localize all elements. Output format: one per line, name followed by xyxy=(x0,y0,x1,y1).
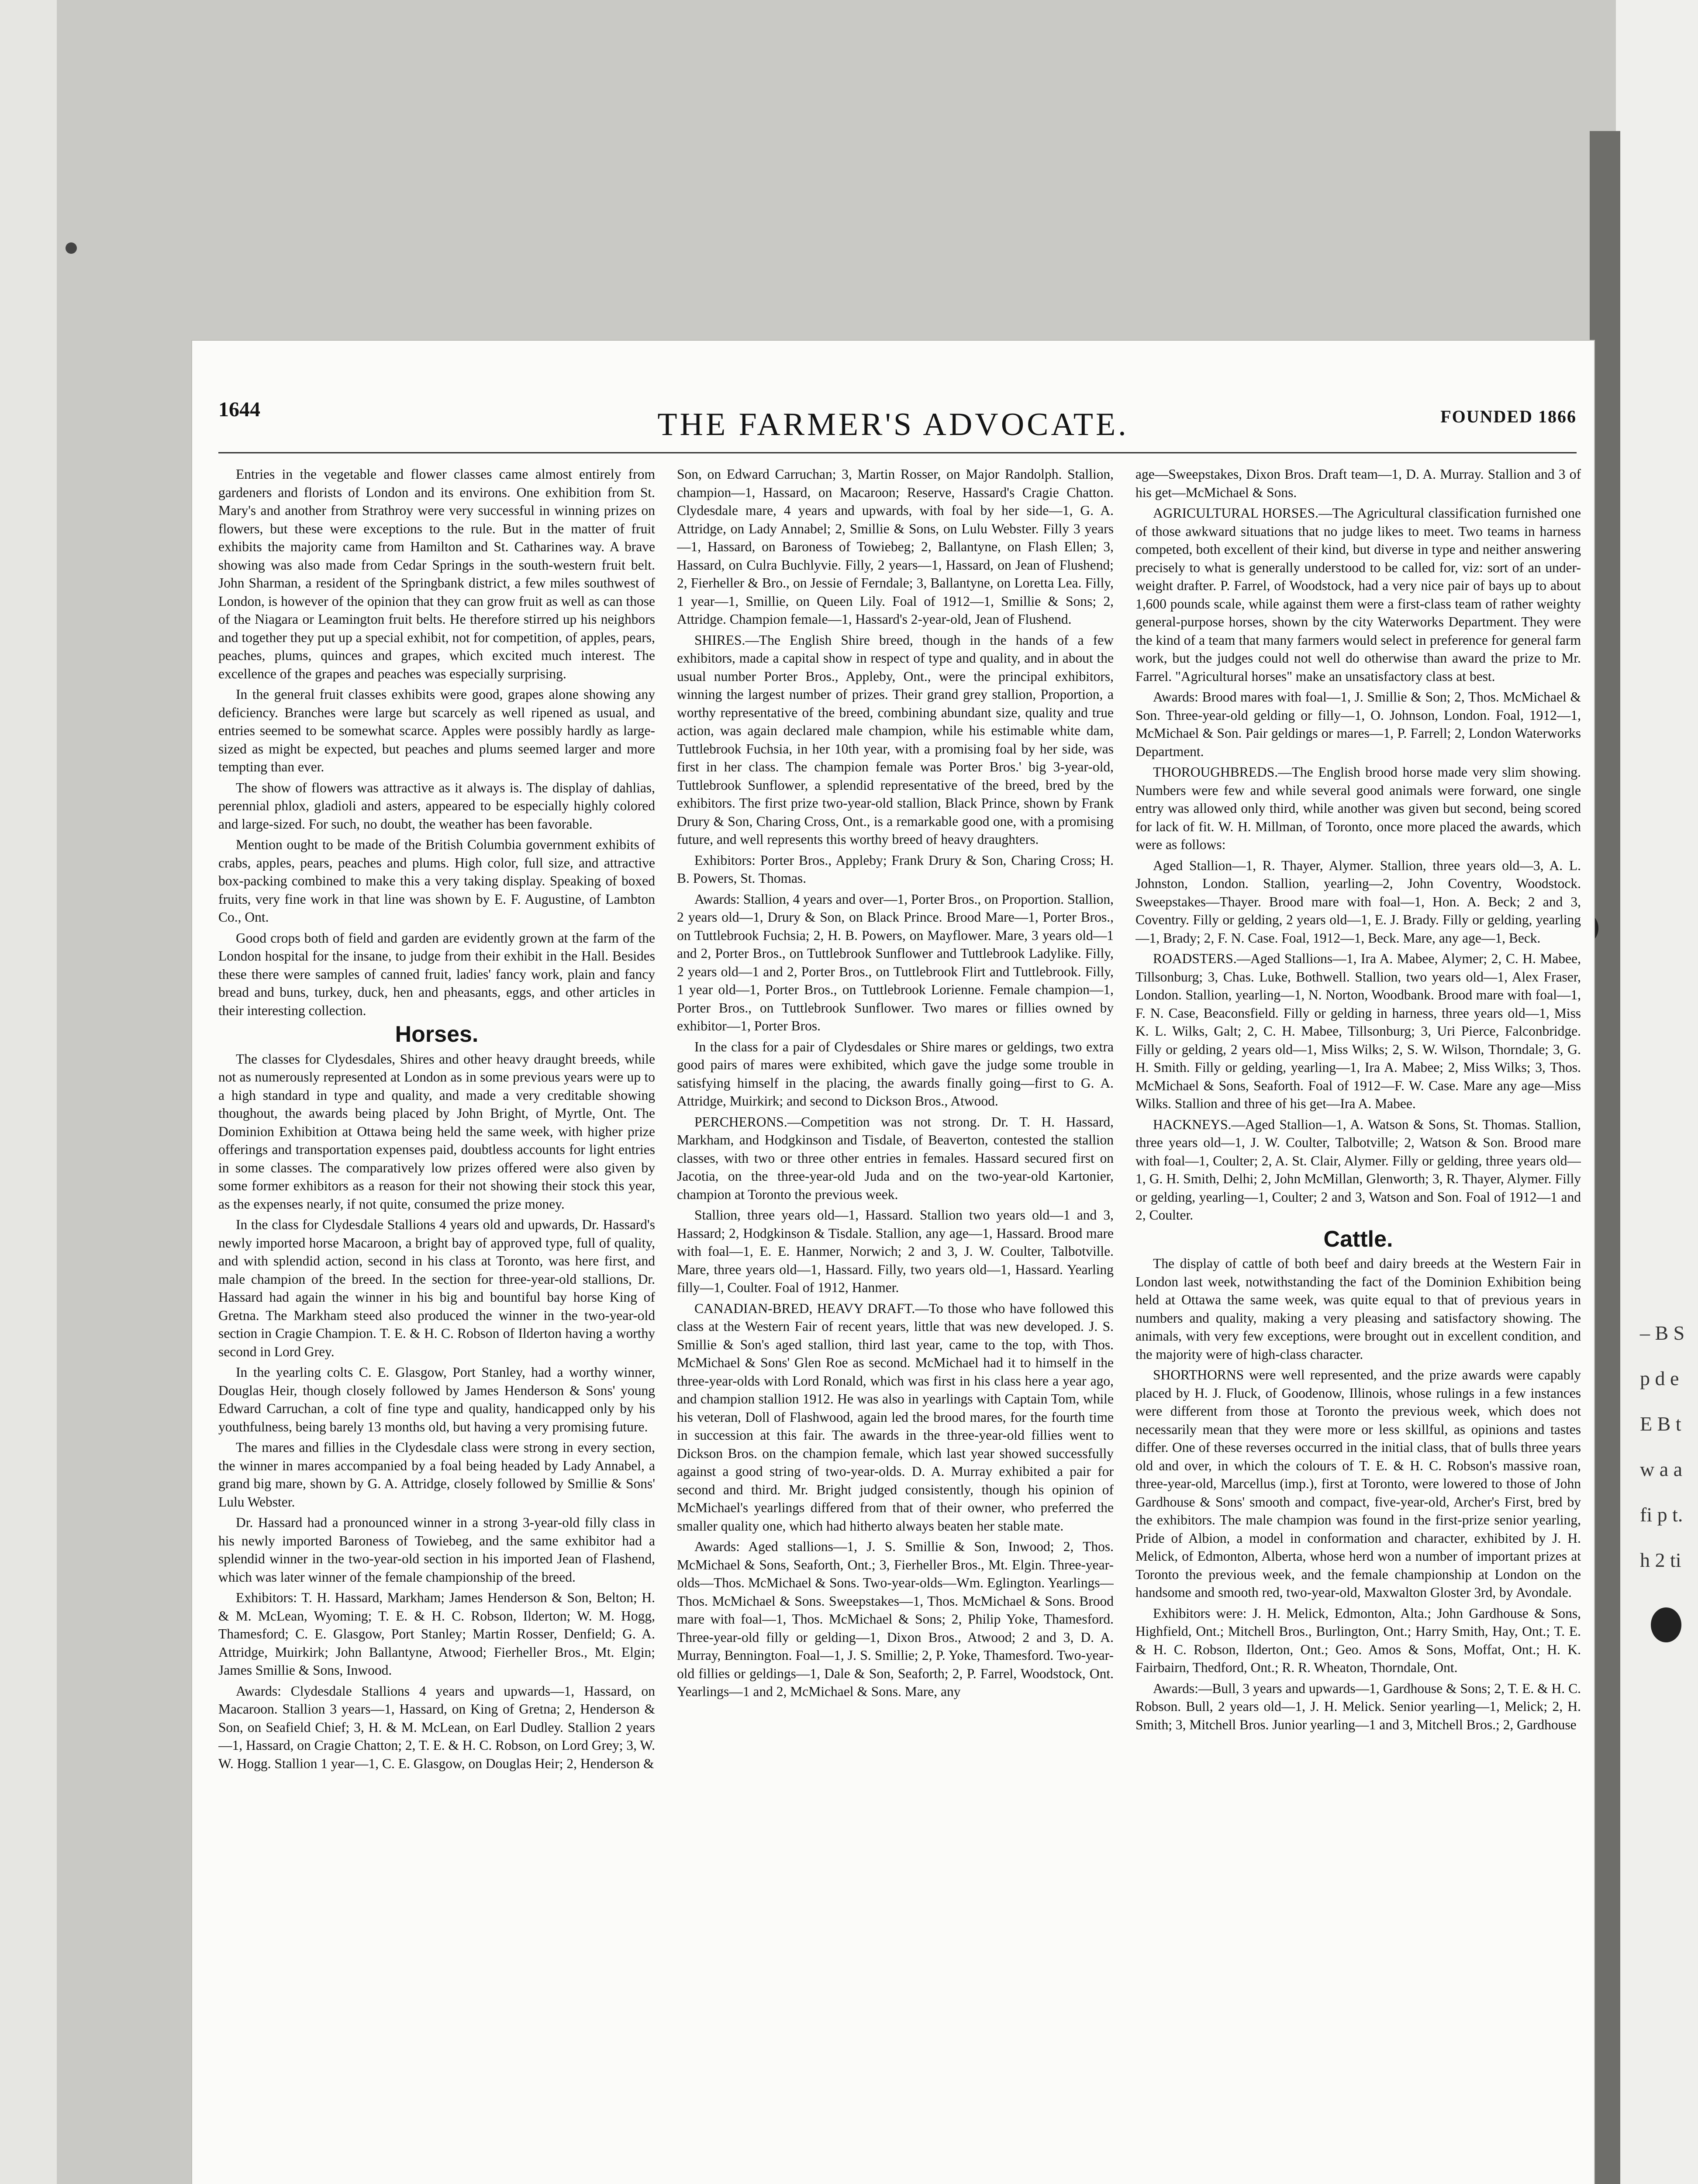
article-paragraph: Entries in the vegetable and flower classes came almost entirely from gardeners and florists of London and its environs. One exhibition from St. Mary's and another from Strathroy were very successful in winning prizes on flowers, but these were exceptions to the rule. But in the matter of fruit exhibits the majority came from Hamilton and St. Catharines way. A brave showing was also made from Cedar Springs in the south-western fruit belt. John Sharman, a resident of the Springbank district, a few miles southwest of London, is however of the opinion that they can grow fruit as well as can those of the Niagara or Leamington fruit belts. He therefore stirred up his neighbors and together they put up a special exhibit, not for competition, of apples, pears, peaches, plums, quinces and grapes, which excited much interest. The excellence of the grapes and peaches was especially surprising. xyxy=(218,467,655,681)
article-paragraph: Aged Stallion—1, R. Thayer, Alymer. Stallion, three years old—3, A. L. Johnston, London. Stallion, yearling—2, John Coventry, Woodstock. Sweepstakes—Thayer. Brood mare with foal—1, Hon. A. Beck; 2 and 3, Coventry. Filly or gelding, 2 years old—1, E. J. Brady. Filly or gelding, yearling—1, Brady; 2, F. N. Case. Foal, 1912—1, Beck. Mare, any age—1, Beck. xyxy=(1135,857,1581,946)
article-paragraph: The mares and fillies in the Clydesdale class were strong in every section, the winner in mares accompanied by a foal being headed by Lady Annabel, a grand big mare, shown by G. A. Attridge, closely followed by Smillie & Sons' Lulu Webster. xyxy=(218,1440,655,1510)
article-paragraph: Exhibitors were: J. H. Melick, Edmonton, Alta.; John Gardhouse & Sons, Highfield, Ont.; Mitchell Bros., Burlington, Ont.; Harry Smith, Hay, Ont.; T. E. & H. C. Robson, Ilderton, Ont.; Geo. Amos & Sons, Moffat, Ont.; H. K. Fairbairn, Thedford, Ont.; R. R. Wheaton, Thorndale, Ont. xyxy=(1135,1605,1581,1675)
article-paragraph: SHORTHORNS were well represented, and the prize awards were capably placed by H. J. Fluck, of Goodenow, Illinois, whose rulings in a few instances were different from those at Toronto the previous week, which does not necessarily mean that they were more or less skillful, as opinions and tastes differ. One of these reverses occurred in the initial class, that of bulls three years old and over, in which the colours of T. E. & H. C. Robson's massive roan, three-year-old, Marcellus (imp.), first at Toronto, were lowered to those of John Gardhouse & Sons' smooth and compact, five-year-old, Archer's First, bred by the exhibitors. The male champion was found in the first-prize senior yearling, Pride of Albion, a model in conformation and character, exhibited by J. H. Melick, of Edmonton, Alberta, whose herd won a number of important prizes at Toronto the previous week, and the female championship at London on the handsome and smooth red, two-year-old, Maxwalton Gloster 3rd, by Avondale. xyxy=(1135,1367,1581,1600)
article-paragraph: CANADIAN-BRED, HEAVY DRAFT.—To those who have followed this class at the Western Fair of recent years, little that was new developed. J. S. Smillie & Son's aged stallion, third last year, came to the top, with Thos. McMichael & Sons' Glen Roe as second. McMichael had it to himself in the three-year-olds with Lord Ronald, which was first in his class here a year ago, and champion stallion 1912. He was also in yearlings with Captain Tom, while his veteran, Doll of Flashwood, again led the brood mares, for the fourth time in succession at this fair. The awards in the three-year-old fillies went to Dickson Bros. on the champion female, which last year showed successfully against a good string of two-year-olds. D. A. Murray exhibited a pair for second and third. Mr. Bright judged consistently, though his opinion of McMichael's yearlings differed from that of their owner, who preferred the smaller quality one, which had hitherto always beaten her stable mate. xyxy=(677,1300,1114,1534)
article-paragraph: Son, on Edward Carruchan; 3, Martin Rosser, on Major Randolph. Stallion, champion—1, Hassard, on Macaroon; Reserve, Hassard's Cragie Chatton. Clydesdale mare, 4 years and upwards, with foal by her side—1, G. A. Attridge, on Lady Annabel; 2, Smillie & Sons, on Lulu Webster. Filly 3 years—1, Hassard, on Baroness of Towiebeg; 2, Ballantyne, on Flash Ellen; 3, Hassard, on Culra Buchlyvie. Filly, 2 years—1, Hassard, on Jean of Flushend; 2, Fierheller & Bro., on Jessie of Ferndale; 3, Ballantyne, on Loretta Lea. Filly, 1 year—1, Smillie, on Queen Lily. Foal of 1912—1, Smillie & Sons; 2, Attridge. Champion female—1, Hassard's 2-year-old, Jean of Flushend. xyxy=(677,467,1114,627)
article-paragraph: The classes for Clydesdales, Shires and other heavy draught breeds, while not as numerously represented at London as in some previous years were up to a high standard in type and quality, and made a very creditable showing thoughout, the awards being placed by John Bright, of Myrtle, Ont. The Dominion Exhibition at Ottawa being held the same week, with higher prize offerings and transportation expenses paid, doubtless accounts for light entries in some classes. The comparatively low prizes offered were also given by some former exhibitors as a reason for their not showing their stock this year, as the expenses nearly, if not quite, consumed the prize money. xyxy=(218,1051,655,1212)
section-heading: Horses. xyxy=(395,1022,479,1047)
article-paragraph: Good crops both of field and garden are evidently grown at the farm of the London hospital for the insane, to judge from their exhibit in the Hall. Besides these there were samples of canned fruit, ladies' fancy work, plain and fancy bread and buns, turkey, duck, hen and pheasants, eggs, and other articles in their interesting collection. xyxy=(218,930,655,1018)
article-paragraph: In the yearling colts C. E. Glasgow, Port Stanley, had a worthy winner, Douglas Heir, though closely followed by James Henderson & Sons' young Edward Carruchan, a colt of fine type and quality, handicapped only by his youthfulness, being barely 13 months old, but having a very promising future. xyxy=(218,1365,655,1434)
newspaper-page xyxy=(192,341,1594,2184)
article-paragraph: The show of flowers was attractive as it always is. The display of dahlias, perennial phlox, gladioli and asters, appeared to be especially highly colored and large-sized. For such, no doubt, the weather has been favorable. xyxy=(218,780,655,832)
masthead-title: THE FARMER'S ADVOCATE. xyxy=(657,407,1129,442)
article-paragraph: The display of cattle of both beef and dairy breeds at the Western Fair in London last week, notwithstanding the fact of the Dominion Exhibition being held at Ottawa the same week, was quite equal to that of previous years in numbers and quality, making a very pleasing and satisfactory showing. The animals, with very few exceptions, were brought out in excellent condition, and the majority were of high-class character. xyxy=(1135,1256,1581,1362)
page-header xyxy=(192,341,1594,442)
film-margin-left xyxy=(0,0,57,2184)
article-paragraph: age—Sweepstakes, Dixon Bros. Draft team—1, D. A. Murray. Stallion and 3 of his get—McMichael & Sons. xyxy=(1135,467,1581,500)
article-paragraph: In the general fruit classes exhibits were good, grapes alone showing any deficiency. Branches were large but scarcely as well ripened as usual, and entries seemed to be somewhat scarce. Apples were possibly hardly as large-sized as might be expected, but peaches and plums seemed larger and more tempting than ever. xyxy=(218,687,655,774)
article-paragraph: PERCHERONS.—Competition was not strong. Dr. T. H. Hassard, Markham, and Hodgkinson and Tisdale, of Beaverton, contested the stallion classes, with two or three other entries in females. Hassard secured first on Jacotia, on the three-year-old Juda and on the two-year-old Kartonier, champion at Toronto the previous week. xyxy=(677,1114,1114,1202)
article-paragraph: THOROUGHBREDS.—The English brood horse made very slim showing. Numbers were few and while several good animals were forward, one single entry was allowed only third, while another was given but second, being scored for lack of fit. W. H. Millman, of Toronto, once more placed the awards, which were as follows: xyxy=(1135,764,1581,852)
header-rule xyxy=(218,452,1577,453)
founded-date: FOUNDED 1866 xyxy=(1440,407,1577,426)
article-paragraph: Awards: Aged stallions—1, J. S. Smillie & Son, Inwood; 2, Thos. McMichael & Sons, Seaforth, Ont.; 3, Fierheller Bros., Mt. Elgin. Three-year-olds—Thos. McMichael & Sons. Two-year-olds—Wm. Eglington. Yearlings—Thos. McMichael & Sons. Sweepstakes—1, Thos. McMichael & Sons. Brood mare with foal—1, Thos. McMichael & Sons; 2, Philip Yoke, Thamesford. Three-year-old filly or gelding—1, Dixon Bros., Atwood; 2 and 3, D. A. Murray, Bennington. Foal—1, J. S. Smillie; 2, P. Yoke, Thamesford. Two-year-old fillies or geldings—1, Dale & Son, Seaforth; 2, P. Farrel, Woodstock, Ont. Yearlings—1 and 2, McMichael & Sons. Mare, any xyxy=(677,1539,1114,1699)
article-paragraph: Awards: Brood mares with foal—1, J. Smillie & Son; 2, Thos. McMichael & Son. Three-year-old gelding or filly—1, O. Johnson, London. Foal, 1912—1, McMichael & Son. Pair geldings or mares—1, P. Farrell; 2, London Waterworks Department. xyxy=(1135,689,1581,759)
article-paragraph: SHIRES.—The English Shire breed, though in the hands of a few exhibitors, made a capital show in respect of type and quality, and in about the usual number Porter Bros., Appleby, Ont., were the principal exhibitors, winning the largest number of prizes. Their grand grey stallion, Proportion, a worthy representative of the breed, combining abundant size, quality and true action, was again declared male champion, while his estimable white dam, Tuttlebrook Fuchsia, in her 10th year, with a promising foal by her side, was first in her class. The champion female was Porter Bros.' big 3-year-old, Tuttlebrook Sunflower, a splendid representative of the breed, bred by the exhibitors. The first prize two-year-old stallion, Black Prince, shown by Frank Drury & Son, Charing Cross, Ont., is a remarkable good one, with a promising future, and well represents this worthy breed of heavy draughters. xyxy=(677,632,1114,847)
article-paragraph: Stallion, three years old—1, Hassard. Stallion two years old—1 and 3, Hassard; 2, Hodgkinson & Tisdale. Stallion, any age—1, Hassard. Brood mare with foal—1, E. E. Hanmer, Norwich; 2 and 3, J. W. Coulter, Talbotville. Mare, three years old—1, Hassard. Filly, two years old—1, Hassard. Yearling filly—1, Coulter. Foal of 1912, Hanmer. xyxy=(677,1207,1114,1295)
article-paragraph: Exhibitors: Porter Bros., Appleby; Frank Drury & Son, Charing Cross; H. B. Powers, St. Thomas. xyxy=(677,852,1114,886)
article-paragraph: HACKNEYS.—Aged Stallion—1, A. Watson & Sons, St. Thomas. Stallion, three years old—1, J. W. Coulter, Talbotville; 2, Watson & Son. Brood mare with foal—1, Coulter; 2, A. St. Clair, Alymer. Filly or gelding, three years old—1, G. H. Smith, Delhi; 2, John McMillan, Glenworth; 3, R. Thayer, Alymer. Filly or gelding, yearling—1, Coulter; 2 and 3, Watson and Son. Foal of 1912—1 and 2, Coulter. xyxy=(1135,1116,1581,1223)
page-number: 1644 xyxy=(218,398,260,421)
article-paragraph: Awards: Stallion, 4 years and over—1, Porter Bros., on Proportion. Stallion, 2 years old—1, Drury & Son, on Black Prince. Brood Mare—1, Porter Bros., on Tuttlebrook Fuchsia; 2, H. B. Powers, on Mayflower. Mare, 3 years old—1 and 2, Porter Bros., on Tuttlebrook Sunflower and Tuttlebrook Ladylike. Filly, 2 years old—1 and 2, Porter Bros., on Tuttlebrook Flirt and Tuttlebrook. Filly, 1 year old—1, Porter Bros., on Tuttlebrook Lorienne. Female champion—1, Porter Bros., on Tuttlebrook Sunflower. Two mares or fillies owned by exhibitor—1, Porter Bros. xyxy=(677,891,1114,1033)
adjacent-page-edge xyxy=(1590,131,1620,2184)
film-speck xyxy=(66,242,77,254)
article-paragraph: Dr. Hassard had a pronounced winner in a strong 3-year-old filly class in his newly imported Baroness of Towiebeg, and the same exhibitor had a splendid winner in the two-year-old section in his imported Jean of Flashend, which was later winner of the female championship of the breed. xyxy=(218,1515,655,1585)
article-paragraph: Mention ought to be made of the British Columbia government exhibits of crabs, apples, pears, peaches and plums. High color, full size, and attractive box-packing combined to make this a very taking display. Speaking of boxed fruits, very fine work in that line was shown by E. F. Augustine, of Lambton Co., Ont. xyxy=(218,837,655,925)
article-column-3 xyxy=(1135,465,1581,2184)
adjacent-page-fragment: – B S p d e E B t w a a fi p t. h 2 ti xyxy=(1640,1322,1685,1571)
section-heading: Cattle. xyxy=(1323,1226,1393,1252)
article-column-2 xyxy=(677,465,1114,2184)
article-paragraph: In the class for Clydesdale Stallions 4 years old and upwards, Dr. Hassard's newly imported horse Macaroon, a bright bay of approved type, full of quality, and with splendid action, second in his class at Toronto, was here first, and male champion of the breed. In the section for three-year-old stallions, Dr. Hassard had again the winner in his big and bountiful bay horse King of Gretna. The Markham steed also produced the winner in the two-year-old section in Cragie Champion. T. E. & H. C. Robson of Ilderton having a worthy second in Lord Grey. xyxy=(218,1217,655,1359)
article-paragraph: Awards: Clydesdale Stallions 4 years and upwards—1, Hassard, on Macaroon. Stallion 3 years—1, Hassard, on King of Gretna; 2, Henderson & Son, on Seafield Chief; 3, H. & M. McLean, on Earl Dudley. Stallion 2 years—1, Hassard, on Cragie Chatton; 2, T. E. & H. C. Robson, on Lord Grey; 3, W. W. Hogg. Stallion 1 year—1, C. E. Glasgow, on Douglas Heir; 2, Henderson & xyxy=(218,1683,655,1771)
article-paragraph: Awards:—Bull, 3 years and upwards—1, Gardhouse & Sons; 2, T. E. & H. C. Robson. Bull, 2 years old—1, J. H. Melick. Senior yearling—1, Melick; 2, H. Smith; 3, Mitchell Bros. Junior yearling—1 and 3, Mitchell Bros.; 2, Gardhouse xyxy=(1135,1680,1581,1732)
article-paragraph: AGRICULTURAL HORSES.—The Agricultural classification furnished one of those awkward situations that no judge likes to meet. Two teams in harness competed, both excellent of their kind, but diverse in type and neither answering precisely to what is generally understood to be called for, viz: sort of an under-weight drafter. P. Farrel, of Woodstock, had a very nice pair of bays up to about 1,600 pounds scale, while against them were a first-class team of rather weighty general-purpose horses, shown by the city Waterworks Department. They were the kind of a team that many farmers would select in preference for general farm work, but the judges could not well do otherwise than award the prize to Mr. Farrel. "Agricultural horses" make an unsatisfactory class at best. xyxy=(1135,505,1581,684)
film-speck xyxy=(1651,1607,1681,1642)
article-paragraph: Exhibitors: T. H. Hassard, Markham; James Henderson & Son, Belton; H. & M. McLean, Wyoming; T. E. & H. C. Robson, Ilderton; W. M. Hogg, Thamesford; C. E. Glasgow, Port Stanley; Martin Rosser, Denfield; G. A. Attridge, Muirkirk; John Ballantyne, Atwood; Fierheller Bros., Mt. Elgin; James Smillie & Sons, Inwood. xyxy=(218,1590,655,1678)
article-paragraph: In the class for a pair of Clydesdales or Shire mares or geldings, two extra good pairs of mares were exhibited, which gave the judge some trouble in satisfying himself in the placing, the awards finally going—first to G. A. Attridge, Muirkirk; and second to Dickson Bros., Atwood. xyxy=(677,1039,1114,1109)
article-column-1 xyxy=(218,465,655,2184)
film-margin-right xyxy=(1616,0,1698,2184)
article-paragraph: ROADSTERS.—Aged Stallions—1, Ira A. Mabee, Alymer; 2, C. H. Mabee, Tillsonburg; 3, Chas. Luke, Bothwell. Stallion, two years old—1, Alex Fraser, London. Stallion, yearling—1, N. Norton, Woodbank. Brood mare with foal—1, F. N. Case, Beaconsfield. Filly or gelding in harness, three years old—1, Miss K. L. Wilks, Galt; 2, C. H. Mabee, Tillsonburg; 3, Uri Pierce, Falconbridge. Filly or gelding, 2 years old—1, Miss Wilks; 2, S. W. Wilson, Thorndale; 3, G. H. Smith. Filly or gelding, yearling—1, Ira A. Mabee; 2, Miss Wilks; 3, Thos. McMichael & Sons, Seaforth. Foal of 1912—F. W. Case. Mare any age—Miss Wilks. Stallion and three of his get—Ira A. Mabee. xyxy=(1135,951,1581,1111)
